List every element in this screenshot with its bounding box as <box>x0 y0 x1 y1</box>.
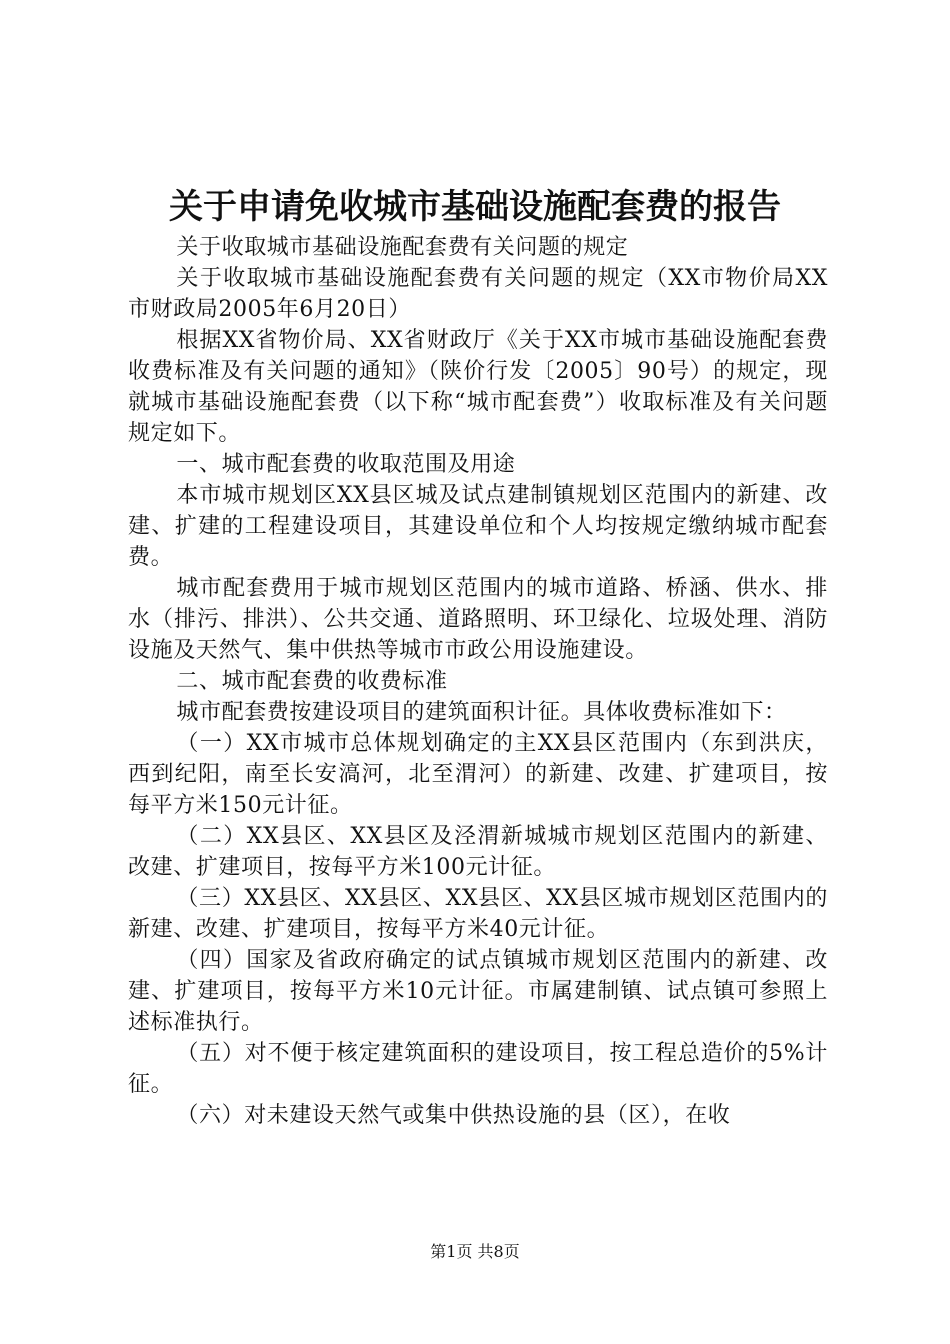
paragraph: 关于收取城市基础设施配套费有关问题的规定（XX市物价局XX市财政局2005年6月20日） <box>128 266 828 322</box>
document-body <box>128 232 828 1131</box>
document-title: 关于申请免收城市基础设施配套费的报告 <box>169 187 781 227</box>
list-item: （五）对不便于核定建筑面积的建设项目，按工程总造价的5%计征。 <box>128 1041 828 1097</box>
list-item: （一）XX市城市总体规划确定的主XX县区范围内（东到洪庆，西到纪阳，南至长安滈河，北至渭河）的新建、改建、扩建项目，按每平方米150元计征。 <box>128 731 828 818</box>
list-item: （三）XX县区、XX县区、XX县区、XX县区城市规划区范围内的新建、改建、扩建项目，按每平方米40元计征。 <box>128 886 828 942</box>
list-item: （四）国家及省政府确定的试点镇城市规划区范围内的新建、改建、扩建项目，按每平方米10元计征。市属建制镇、试点镇可参照上述标准执行。 <box>128 948 828 1035</box>
list-item: （六）对未建设天然气或集中供热设施的县（区），在收 <box>176 1103 731 1128</box>
paragraph: 城市配套费按建设项目的建筑面积计征。具体收费标准如下： <box>176 700 787 725</box>
section-heading: 一、城市配套费的收取范围及用途 <box>176 452 516 477</box>
paragraph: 关于收取城市基础设施配套费有关问题的规定 <box>176 235 629 260</box>
paragraph: 根据XX省物价局、XX省财政厅《关于XX市城市基础设施配套费收费标准及有关问题的通知》（陕价行发〔2005〕90号）的规定，现就城市基础设施配套费（以下称“城市配套费”）收取标准及有关问题规定如下。 <box>128 328 828 446</box>
page-footer: 第1页 共8页 <box>430 1242 520 1261</box>
list-item: （二）XX县区、XX县区及泾渭新城城市规划区范围内的新建、改建、扩建项目，按每平方米100元计征。 <box>128 824 828 880</box>
section-heading: 二、城市配套费的收费标准 <box>176 669 448 694</box>
paragraph: 本市城市规划区XX县区城及试点建制镇规划区范围内的新建、改建、扩建的工程建设项目，其建设单位和个人均按规定缴纳城市配套费。 <box>128 483 828 570</box>
paragraph: 城市配套费用于城市规划区范围内的城市道路、桥涵、供水、排水（排污、排洪）、公共交通、道路照明、环卫绿化、垃圾处理、消防设施及天然气、集中供热等城市市政公用设施建设。 <box>128 576 828 663</box>
